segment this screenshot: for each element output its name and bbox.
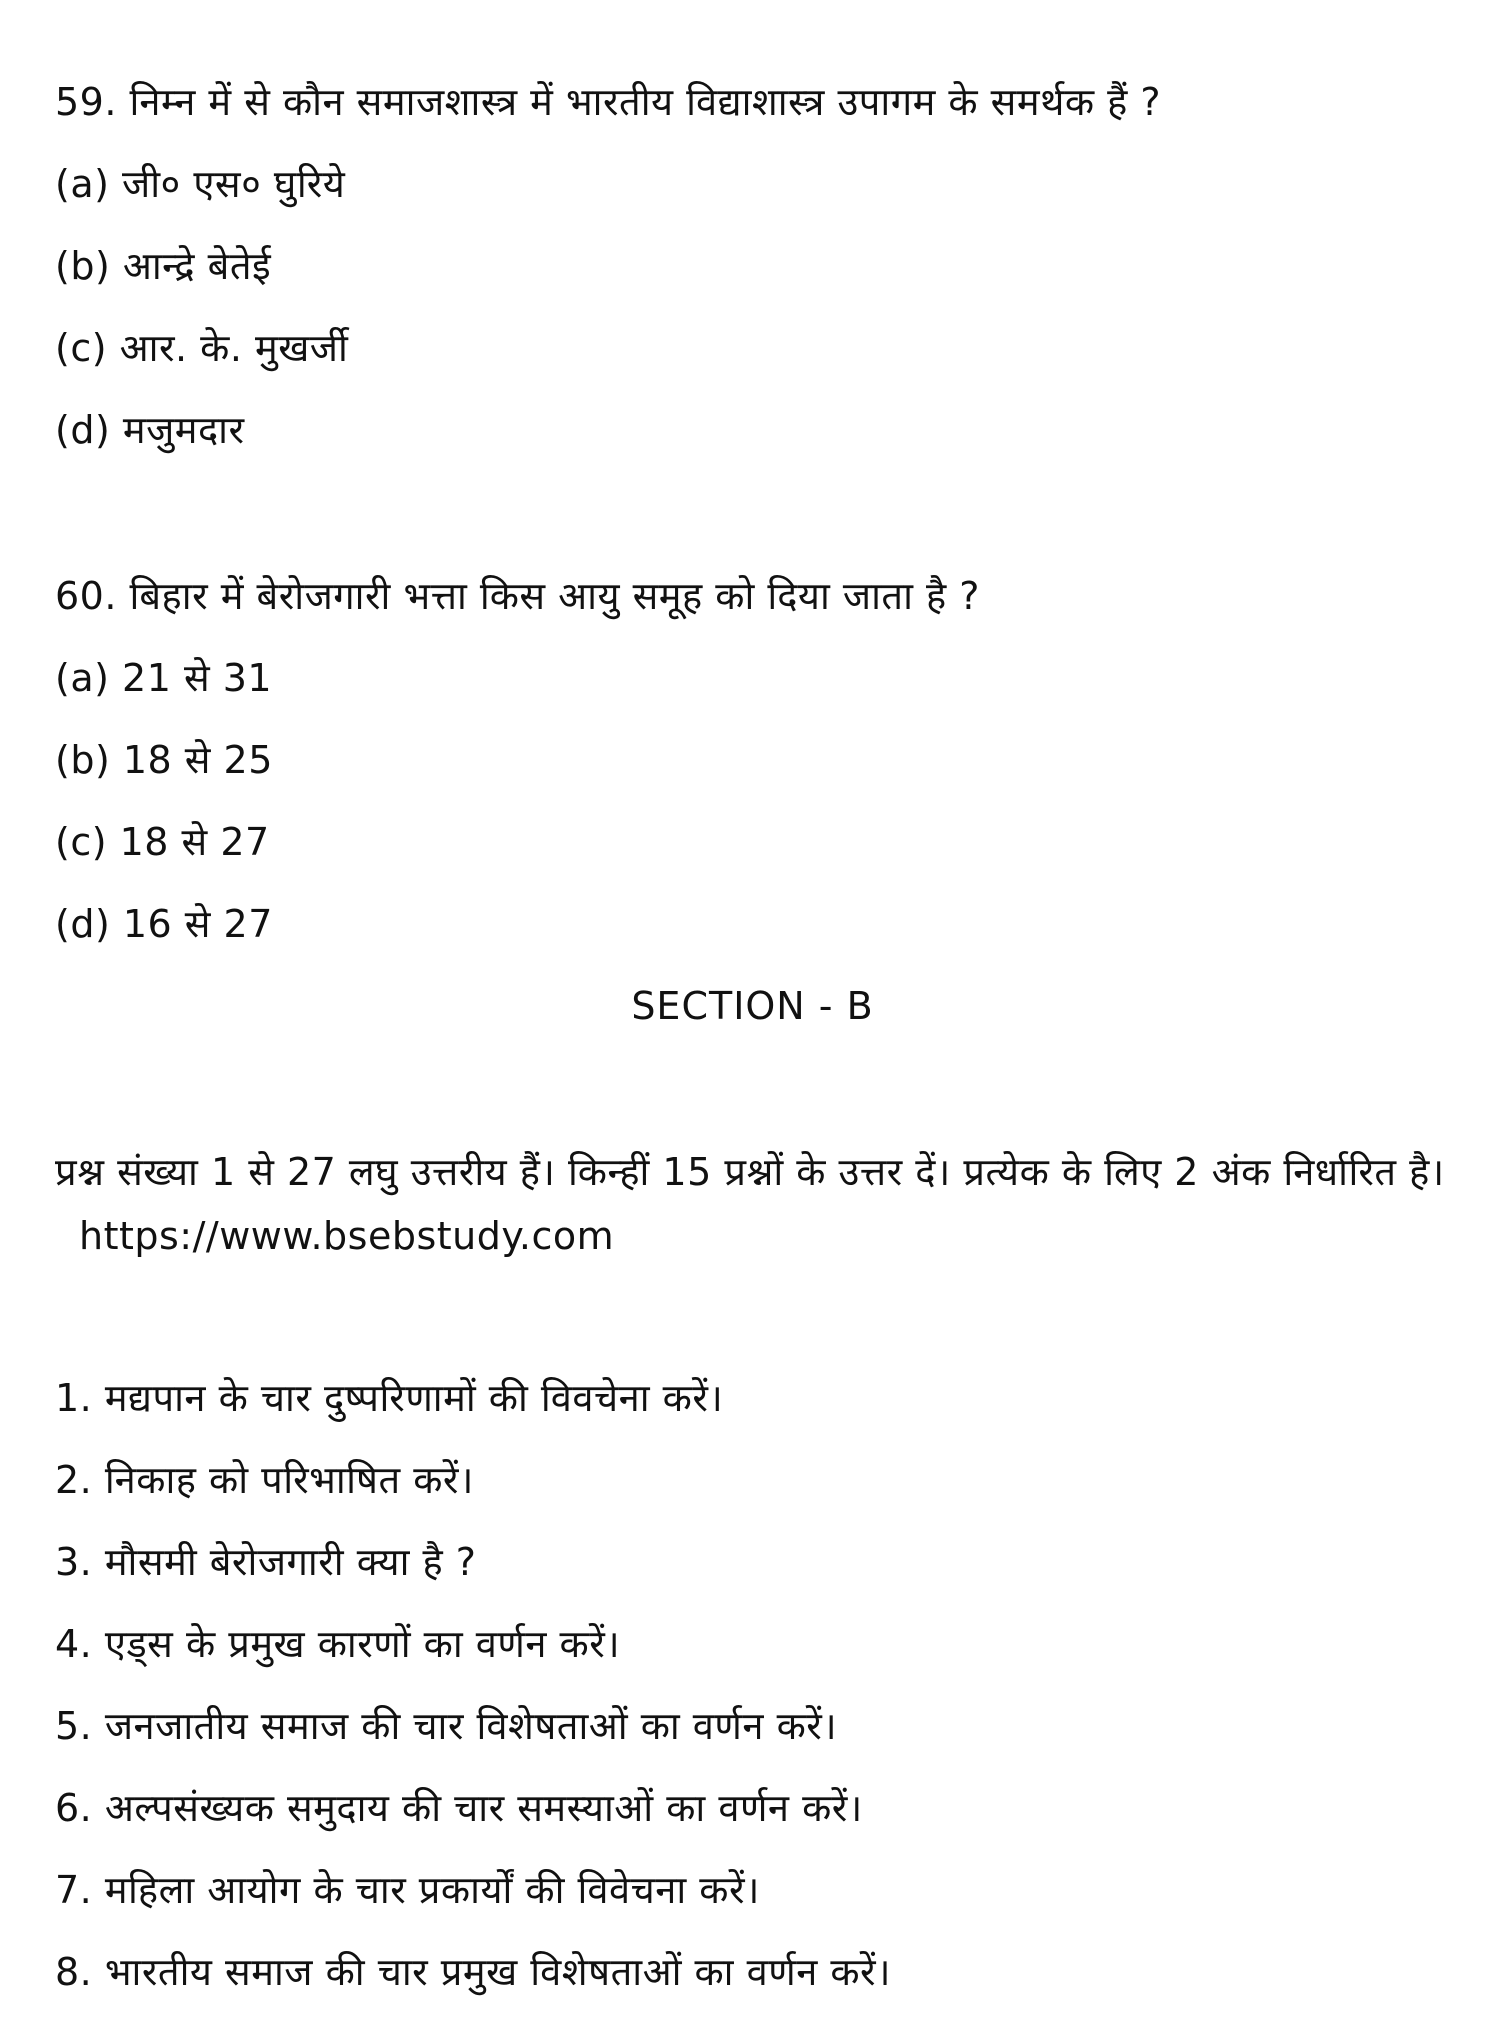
sb-question-7: 7. महिला आयोग के चार प्रकार्यों की विवेचना करें। [55,1868,760,1912]
instruction-text: प्रश्न संख्या 1 से 27 लघु उत्तरीय हैं। किन्हीं 15 प्रश्नों के उत्तर दें। प्रत्येक के लिए 2 अंक निर्धारित है। [55,1150,1445,1194]
section-heading: SECTION - B [631,984,874,1028]
sb-question-8: 8. भारतीय समाज की चार प्रमुख विशेषताओं का वर्णन करें। [55,1950,891,1994]
sb-question-3: 3. मौसमी बेरोजगारी क्या है ? [55,1540,477,1584]
sb-question-4: 4. एड्स के प्रमुख कारणों का वर्णन करें। [55,1622,621,1666]
site-link[interactable]: https://www.bsebstudy.com [79,1214,615,1258]
sb-question-5: 5. जनजातीय समाज की चार विशेषताओं का वर्णन करें। [55,1704,838,1748]
section-instruction [55,1140,1455,1268]
q60-option-c: (c) 18 से 27 [55,820,270,864]
q60-option-b: (b) 18 से 25 [55,738,273,782]
q60-option-d: (d) 16 से 27 [55,902,273,946]
sb-question-2: 2. निकाह को परिभाषित करें। [55,1458,474,1502]
q59-option-b: (b) आन्द्रे बेतेई [55,244,272,288]
q60-option-a: (a) 21 से 31 [55,656,273,700]
sb-question-1: 1. मद्यपान के चार दुष्परिणामों की विवचेना करें। [55,1376,724,1420]
q59-option-a: (a) जी० एस० घुरिये [55,162,346,206]
q59-option-c: (c) आर. के. मुखर्जी [55,326,349,370]
question-59: 59. निम्न में से कौन समाजशास्त्र में भारतीय विद्याशास्त्र उपागम के समर्थक हैं ? [55,80,1162,124]
question-60: 60. बिहार में बेरोजगारी भत्ता किस आयु समूह को दिया जाता है ? [55,574,980,618]
sb-question-6: 6. अल्पसंख्यक समुदाय की चार समस्याओं का वर्णन करें। [55,1786,863,1830]
q59-option-d: (d) मजुमदार [55,408,245,452]
